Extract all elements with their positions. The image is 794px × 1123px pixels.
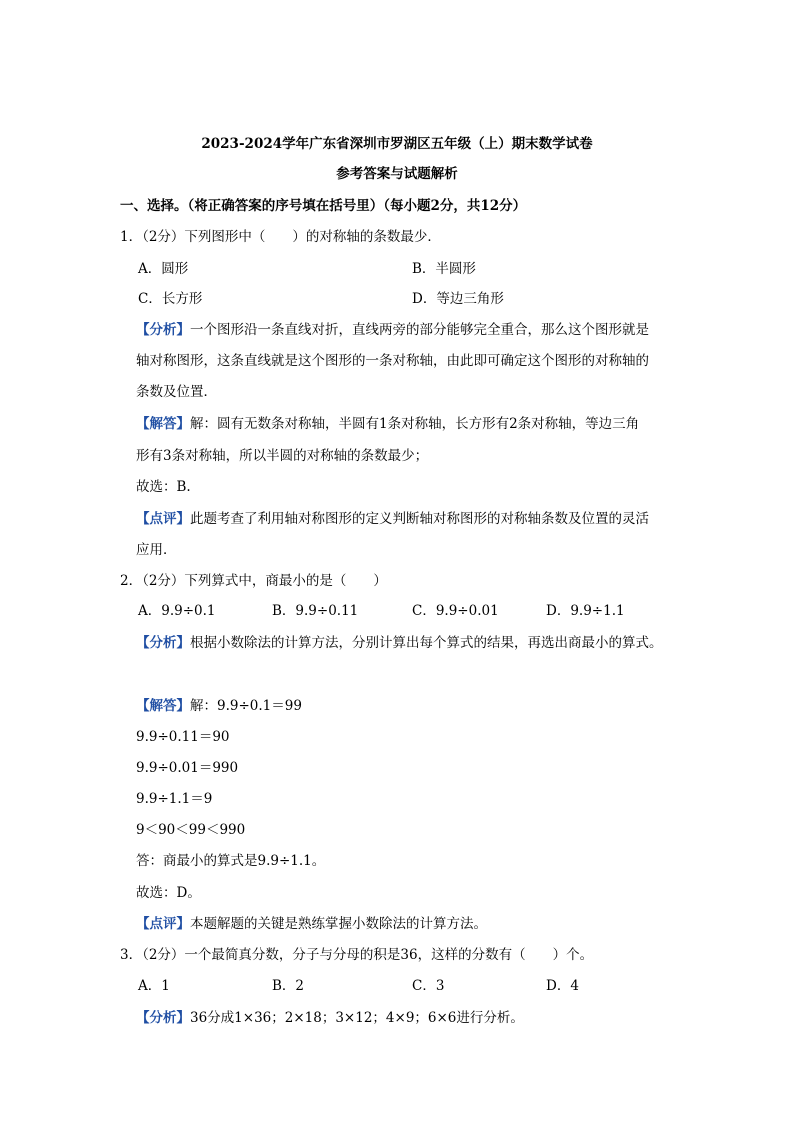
option-a: A．9.9÷0.1 bbox=[138, 603, 216, 619]
analysis-line: 轴对称图形，这条直线就是这个图形的一条对称轴，由此即可确定这个图形的对称轴的 bbox=[136, 353, 649, 369]
question-stem: 3．（2分）一个最简真分数，分子与分母的积是36，这样的分数有（ ）个。 bbox=[120, 947, 594, 963]
option-d: D．等边三角形 bbox=[412, 291, 504, 307]
comment-line: 应用． bbox=[136, 542, 177, 558]
analysis-tag: 【分析】 bbox=[136, 1010, 190, 1026]
answer-line: 故选：D。 bbox=[136, 885, 201, 901]
option-b: B．半圆形 bbox=[412, 261, 476, 277]
answer-line: 形有3条对称轴，所以半圆的对称轴的条数最少； bbox=[136, 448, 429, 464]
answer-line: 9.9÷0.11＝90 bbox=[136, 729, 230, 745]
answer-line: 故选：B. bbox=[136, 479, 191, 495]
comment-line: 【点评】本题解题的关键是熟练掌握小数除法的计算方法。 bbox=[136, 916, 487, 932]
analysis-line: 【分析】根据小数除法的计算方法，分别计算出每个算式的结果，再选出商最小的算式。 bbox=[136, 635, 663, 651]
analysis-line: 【分析】36分成1×36；2×18；3×12；4×9；6×6进行分析。 bbox=[136, 1010, 524, 1026]
question-stem: 1．（2分）下列图形中（ ）的对称轴的条数最少． bbox=[120, 229, 441, 245]
analysis-line: 【分析】一个图形沿一条直线对折，直线两旁的部分能够完全重合，那么这个图形就是 bbox=[136, 322, 649, 338]
option-b: B．2 bbox=[272, 978, 305, 994]
option-a: A．1 bbox=[138, 978, 170, 994]
comment-tag: 【点评】 bbox=[136, 511, 190, 527]
analysis-tag: 【分析】 bbox=[136, 322, 190, 338]
answer-line: 9.9÷0.01＝990 bbox=[136, 760, 239, 776]
comment-tag: 【点评】 bbox=[136, 916, 190, 932]
option-a: A．圆形 bbox=[138, 261, 189, 277]
option-c: C．长方形 bbox=[138, 291, 203, 307]
option-d: D．9.9÷1.1 bbox=[546, 603, 625, 619]
section-heading: 一、选择。（将正确答案的序号填在括号里）（每小题2分，共12分） bbox=[120, 198, 527, 214]
answer-line: 9＜90＜99＜990 bbox=[136, 822, 246, 838]
comment-line: 【点评】此题考查了利用轴对称图形的定义判断轴对称图形的对称轴条数及位置的灵活 bbox=[136, 511, 649, 527]
answer-tag: 【解答】 bbox=[136, 416, 190, 432]
answer-line: 9.9÷1.1＝9 bbox=[136, 791, 213, 807]
answer-line: 答：商最小的算式是9.9÷1.1。 bbox=[136, 853, 326, 869]
answer-line: 【解答】解：9.9÷0.1＝99 bbox=[136, 698, 302, 714]
analysis-tag: 【分析】 bbox=[136, 635, 190, 651]
question-stem: 2．（2分）下列算式中，商最小的是（ ） bbox=[120, 573, 387, 589]
option-c: C．9.9÷0.01 bbox=[412, 603, 499, 619]
option-b: B．9.9÷0.11 bbox=[272, 603, 359, 619]
document-title: 2023-2024学年广东省深圳市罗湖区五年级（上）期末数学试卷 bbox=[201, 136, 593, 152]
answer-tag: 【解答】 bbox=[136, 698, 190, 714]
answer-line: 【解答】解：圆有无数条对称轴，半圆有1条对称轴，长方形有2条对称轴，等边三角 bbox=[136, 416, 640, 432]
analysis-line: 条数及位置． bbox=[136, 384, 217, 400]
option-c: C．3 bbox=[412, 978, 445, 994]
document-subtitle: 参考答案与试题解析 bbox=[336, 166, 458, 182]
option-d: D．4 bbox=[546, 978, 579, 994]
